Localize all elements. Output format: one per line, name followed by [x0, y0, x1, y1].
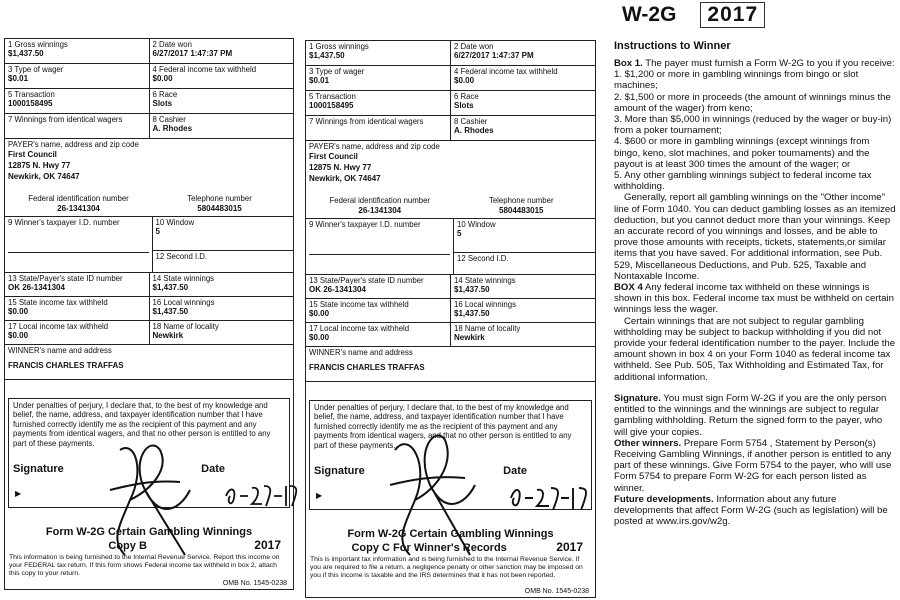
box5-label: 5 Transaction — [8, 90, 55, 99]
form-title: Form W-2G Certain Gambling Winnings — [45, 526, 253, 538]
payer-city: Newkirk, OK 74647 — [8, 172, 80, 181]
local-tax-value: $0.00 — [309, 333, 330, 342]
signature-label: Signature — [13, 463, 64, 475]
box18-label: 18 Name of locality — [454, 324, 521, 333]
box3-label: 3 Type of wager — [8, 65, 64, 74]
box15-label: 15 State income tax withheld — [309, 300, 409, 309]
race-value: Slots — [454, 101, 474, 110]
box6-label: 6 Race — [454, 92, 479, 101]
box16-label: 16 Local winnings — [152, 298, 215, 307]
box14-label: 14 State winnings — [454, 276, 516, 285]
signature-label: Signature — [314, 465, 365, 477]
box5-label: 5 Transaction — [309, 92, 356, 101]
date-label: Date — [503, 465, 527, 477]
form-year: 2017 — [556, 540, 583, 554]
box7-label: 7 Winnings from identical wagers — [309, 117, 424, 126]
winner-name: FRANCIS CHARLES TRAFFAS — [309, 363, 425, 372]
box8-label: 8 Cashier — [152, 115, 186, 124]
phone-label: Telephone number — [488, 196, 554, 205]
window-value: 5 — [457, 229, 462, 238]
cashier-value: A. Rhodes — [454, 126, 494, 135]
date-won-value: 6/27/2017 1:47:37 PM — [152, 49, 233, 58]
winner-name: FRANCIS CHARLES TRAFFAS — [8, 361, 124, 370]
locality-value: Newkirk — [152, 331, 184, 340]
box13-label: 13 State/Payer's state ID number — [309, 276, 424, 285]
payer-street: 12875 N. Hwy 77 — [309, 163, 372, 172]
box12-label: 12 Second I.D. — [155, 252, 208, 261]
state-tax-value: $0.00 — [8, 307, 29, 316]
payer-name: First Council — [309, 152, 358, 161]
instructions-title: Instructions to Winner — [614, 40, 731, 52]
box18-label: 18 Name of locality — [152, 322, 219, 331]
fed-id-label: Federal identification number — [28, 194, 129, 203]
copy-label: Copy B — [108, 539, 147, 552]
gross-winnings-value: $1,437.50 — [309, 51, 345, 60]
payer-street: 12875 N. Hwy 77 — [8, 161, 71, 170]
w2g-copy-b — [4, 38, 294, 590]
box15-label: 15 State income tax withheld — [8, 298, 108, 307]
box6-label: 6 Race — [152, 90, 178, 99]
instructions-panel — [614, 0, 896, 600]
divider — [8, 252, 149, 253]
payer-city: Newkirk, OK 74647 — [309, 174, 381, 183]
box9-label: 9 Winner's taxpayer I.D. number — [309, 220, 421, 229]
arrow-icon: ▶ — [316, 491, 323, 500]
payer-name: First Council — [8, 150, 57, 159]
perjury-statement: Under penalties of perjury, I declare that, to the best of my knowledge and belief, the name, address, and taxpayer identification number that I have furnished correctly identify me as the recipient of this payment and any payments from identical wagers, and that no other person is entitled to any part of these payments. Signature Date ▶ — [309, 400, 592, 510]
box2-label: 2 Date won — [152, 40, 192, 49]
perjury-statement: Under penalties of perjury, I declare that, to the best of my knowledge and belief, the name, address, and taxpayer identification number that I have furnished correctly identify me as the recipient of this payment and any payments from identical wagers, and that no other person is entitled to any part of these payments. Signature Date ▶ — [8, 398, 290, 508]
transaction-value: 1000158495 — [309, 101, 354, 110]
type-of-wager-value: $0.01 — [309, 76, 330, 85]
omb-number: OMB No. 1545-0238 — [524, 588, 589, 595]
state-winnings-value: $1,437.50 — [152, 283, 189, 292]
date-won-value: 6/27/2017 1:47:37 PM — [454, 51, 534, 60]
form-year: 2017 — [254, 538, 281, 552]
race-value: Slots — [152, 99, 173, 108]
box10-label: 10 Window — [155, 218, 195, 227]
payer-label: PAYER's name, address and zip code — [8, 140, 139, 149]
copy-label: Copy C For Winner's Records — [351, 541, 507, 554]
fed-id-value: 26-1341304 — [358, 206, 402, 215]
irs-notice: This is important tax information and is being furnished to the Internal Revenue Service. If you are required to file a return, a negligence penalty or other sanction may be imposed on you if this income is taxable and the IRS determines that it has not been reported. — [310, 556, 583, 579]
transaction-value: 1000158495 — [8, 99, 53, 108]
box17-label: 17 Local income tax withheld — [309, 324, 410, 333]
federal-tax-withheld-value: $0.00 — [152, 74, 173, 83]
winner-label: WINNER's name and address — [309, 348, 413, 357]
cashier-value: A. Rhodes — [152, 124, 193, 133]
box14-label: 14 State winnings — [152, 274, 215, 283]
phone-value: 5804483015 — [499, 206, 544, 215]
instructions-body: Box 1. The payer must furnish a Form W-2G to you if you receive: 1. $1,200 or more in gambling winnings from bingo or slot machines; 2. $1,500 or more in proceeds (the amount of winnings minus the amount of the wager) from keno; 3. More than $5,000 in winnings (reduced by the wager or buy-in) from a poker tournament; 4. $600 or more in gambling winnings (except winnings from bingo, keno, slot machines, and poker tournaments) and the payout is at least 300 times the amount of the wager; or 5. Any other gambling winnings subject to federal income tax withholding. Generally, report all gambling winnings on the "Other income" line of Form 1040. You can deduct gambling losses as an itemized deduction, but you cannot deduct more than your winnings. Keep an accurate record of you winnings and losses, and be able to prove those amounts with receipts, tickets, statements,or similar items that you have saved. For additional information, see Pub. 529, Miscellaneous Deductions, and Pub. 525, Taxable and Nontaxable Income. BOX 4 Any federal income tax withheld on these winnings is shown in this box. Federal income tax must be withheld on certain winnings less the wager. Certain winnings that are not subject to regular gambling withholding may be subject to backup withholding if you did not provide your federal identification number to the payer. Include the amount shown in box 4 on your Form 1040 as federal income tax withheld. See Pub. 505, Tax Withholding and Estimated Tax, for additional information. Signature. You must sign Form W-2G if you are the only person entitled to the winnings and the winnings are subject to regular gambling withholding. Return the signed form to the payer, who will give your copies. Other winners. Prepare Form 5754 , Statement by Person(s) Receiving Gambling Winnings, if another person is entitled to any part of these winnings. Give Form 5754 to the payer, who will use Form 5754 to prepare Form W-2G for each person listed as winner. Future developments. Information about any future developments that affect Form W-2G (such as legislation) will be posted at www.irs.gov/w2g. — [614, 58, 896, 528]
box3-label: 3 Type of wager — [309, 67, 365, 76]
form-title: Form W-2G Certain Gambling Winnings — [347, 528, 554, 540]
w2g-copy-c — [305, 40, 596, 598]
form-name: W-2G — [622, 3, 677, 26]
box1-label: 1 Gross winnings — [8, 40, 68, 49]
box9-label: 9 Winner's taxpayer I.D. number — [8, 218, 120, 227]
box13-label: 13 State/Payer's state ID number — [8, 274, 123, 283]
box1-label: 1 Gross winnings — [309, 42, 369, 51]
locality-value: Newkirk — [454, 333, 485, 342]
box4-label: 4 Federal income tax withheld — [152, 65, 257, 74]
local-tax-value: $0.00 — [8, 331, 29, 340]
box8-label: 8 Cashier — [454, 117, 488, 126]
phone-label: Telephone number — [187, 194, 252, 203]
box7-label: 7 Winnings from identical wagers — [8, 115, 123, 124]
box16-label: 16 Local winnings — [454, 300, 516, 309]
local-winnings-value: $1,437.50 — [152, 307, 189, 316]
box17-label: 17 Local income tax withheld — [8, 322, 109, 331]
arrow-icon: ▶ — [15, 489, 22, 498]
gross-winnings-value: $1,437.50 — [8, 49, 44, 58]
federal-tax-withheld-value: $0.00 — [454, 76, 475, 85]
box4-label: 4 Federal income tax withheld — [454, 67, 558, 76]
box12-label: 12 Second I.D. — [457, 254, 509, 263]
state-id-value: OK 26-1341304 — [309, 285, 366, 294]
window-value: 5 — [155, 227, 160, 236]
form-year-box: 2017 — [700, 2, 765, 28]
state-tax-value: $0.00 — [309, 309, 330, 318]
fed-id-label: Federal identification number — [329, 196, 431, 205]
omb-number: OMB No. 1545-0238 — [222, 580, 287, 587]
box2-label: 2 Date won — [454, 42, 494, 51]
divider — [309, 254, 450, 255]
irs-notice: This information is being furnished to the Internal Revenue Service. Report this income on your FEDERAL tax return. If this form shows Federal income tax withheld in box 2, attach this copy to your return. — [9, 554, 280, 577]
fed-id-value: 26-1341304 — [57, 204, 100, 213]
state-id-value: OK 26-1341304 — [8, 283, 65, 292]
phone-value: 5804483015 — [197, 204, 242, 213]
winner-label: WINNER's name and address — [8, 346, 112, 355]
local-winnings-value: $1,437.50 — [454, 309, 490, 318]
box10-label: 10 Window — [457, 220, 496, 229]
payer-label: PAYER's name, address and zip code — [309, 142, 440, 151]
state-winnings-value: $1,437.50 — [454, 285, 490, 294]
date-label: Date — [201, 463, 225, 475]
type-of-wager-value: $0.01 — [8, 74, 29, 83]
